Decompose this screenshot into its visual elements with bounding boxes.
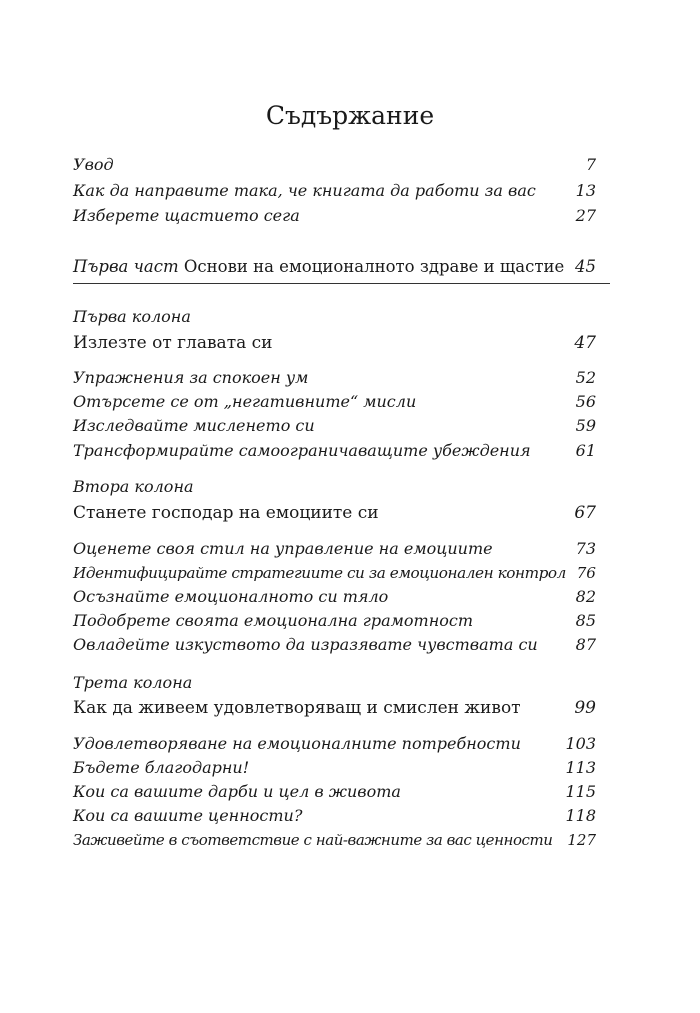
toc-entry-how-to bbox=[73, 180, 596, 202]
toc-entry-title: Как да живеем удовлетворяващ и смислен живот bbox=[73, 698, 521, 718]
toc-entry bbox=[73, 733, 596, 755]
toc-entry-page: 113 bbox=[565, 758, 596, 777]
page-title: Съдържание bbox=[265, 101, 435, 130]
toc-entry-title: Как да направите така, че книгата да работи за вас bbox=[73, 181, 536, 200]
toc-entry-page: 45 bbox=[575, 257, 596, 276]
toc-entry-page: 59 bbox=[575, 416, 596, 435]
toc-entry-page: 7 bbox=[585, 155, 596, 174]
toc-entry bbox=[73, 805, 596, 827]
toc-entry-title: Увод bbox=[73, 155, 114, 174]
toc-entry-title: Осъзнайте емоционалното си тяло bbox=[73, 587, 389, 606]
toc-entry-page: 52 bbox=[575, 368, 596, 387]
toc-entry bbox=[73, 562, 596, 584]
toc-entry bbox=[73, 538, 596, 560]
toc-entry-title: Станете господар на емоциите си bbox=[73, 503, 379, 523]
part-title bbox=[73, 256, 564, 278]
toc-entry-page: 82 bbox=[575, 587, 596, 606]
toc-entry-page: 27 bbox=[575, 206, 596, 225]
toc-entry-page: 67 bbox=[574, 503, 596, 523]
toc-entry-title: Изберете щастието сега bbox=[73, 206, 300, 225]
toc-entry-title: Отърсете се от „негативните“ мисли bbox=[73, 392, 417, 411]
toc-entry-title: Заживейте в съответствие с най-важните за вас ценности bbox=[73, 831, 553, 849]
toc-entry-title: Кои са вашите ценности? bbox=[73, 806, 303, 825]
toc-entry-intro bbox=[73, 154, 596, 176]
toc-entry-page: 56 bbox=[575, 392, 596, 411]
toc-entry-title: Трансформирайте самоограничаващите убеждения bbox=[73, 441, 531, 460]
column-heading: Първа колона bbox=[73, 307, 191, 326]
toc-part-one bbox=[73, 256, 596, 278]
toc-entry-page: 87 bbox=[575, 635, 596, 654]
toc-entry-choose-happiness bbox=[73, 205, 596, 227]
toc-entry-title: Изследвайте мисленето си bbox=[73, 416, 315, 435]
toc-entry-title: Излезте от главата си bbox=[73, 333, 273, 353]
toc-entry-page: 99 bbox=[574, 698, 596, 718]
toc-entry bbox=[73, 367, 596, 389]
toc-entry-page: 103 bbox=[565, 734, 596, 753]
toc-entry-page: 73 bbox=[575, 539, 596, 558]
part-label: Първа част bbox=[73, 257, 179, 276]
toc-entry-title: Оценете своя стил на управление на емоциите bbox=[73, 539, 493, 558]
toc-entry bbox=[73, 415, 596, 437]
toc-entry-title: Подобрете своята емоционална грамотност bbox=[73, 611, 473, 630]
toc-entry bbox=[73, 829, 596, 851]
toc-entry bbox=[73, 610, 596, 632]
toc-entry-title: Кои са вашите дарби и цел в живота bbox=[73, 782, 401, 801]
toc-entry bbox=[73, 586, 596, 608]
toc-entry-page: 13 bbox=[575, 181, 596, 200]
toc-entry-page: 115 bbox=[565, 782, 596, 801]
column-heading: Втора колона bbox=[73, 477, 194, 496]
toc-entry-title: Идентифицирайте стратегиите си за емоционален контрол bbox=[73, 564, 566, 582]
toc-entry bbox=[73, 781, 596, 803]
toc-entry-page: 47 bbox=[574, 333, 596, 353]
toc-chapter bbox=[73, 697, 596, 719]
toc-entry-page: 127 bbox=[567, 831, 596, 849]
toc-entry bbox=[73, 634, 596, 656]
toc-entry bbox=[73, 757, 596, 779]
toc-chapter bbox=[73, 332, 596, 354]
toc-chapter bbox=[73, 502, 596, 524]
toc-entry bbox=[73, 440, 596, 462]
toc-entry-page: 61 bbox=[575, 441, 596, 460]
divider-line bbox=[73, 283, 610, 284]
toc-entry bbox=[73, 391, 596, 413]
toc-entry-page: 85 bbox=[575, 611, 596, 630]
toc-entry-page: 118 bbox=[565, 806, 596, 825]
toc-entry-title: Удовлетворяване на емоционалните потребности bbox=[73, 734, 521, 753]
toc-entry-title: Овладейте изкуството да изразявате чувствата си bbox=[73, 635, 538, 654]
column-heading: Трета колона bbox=[73, 673, 193, 692]
part-name: Основи на емоционалното здраве и щастие bbox=[183, 257, 565, 276]
toc-entry-page: 76 bbox=[576, 564, 596, 582]
toc-entry-title: Бъдете благодарни! bbox=[73, 758, 250, 777]
toc-entry-title: Упражнения за спокоен ум bbox=[73, 368, 309, 387]
